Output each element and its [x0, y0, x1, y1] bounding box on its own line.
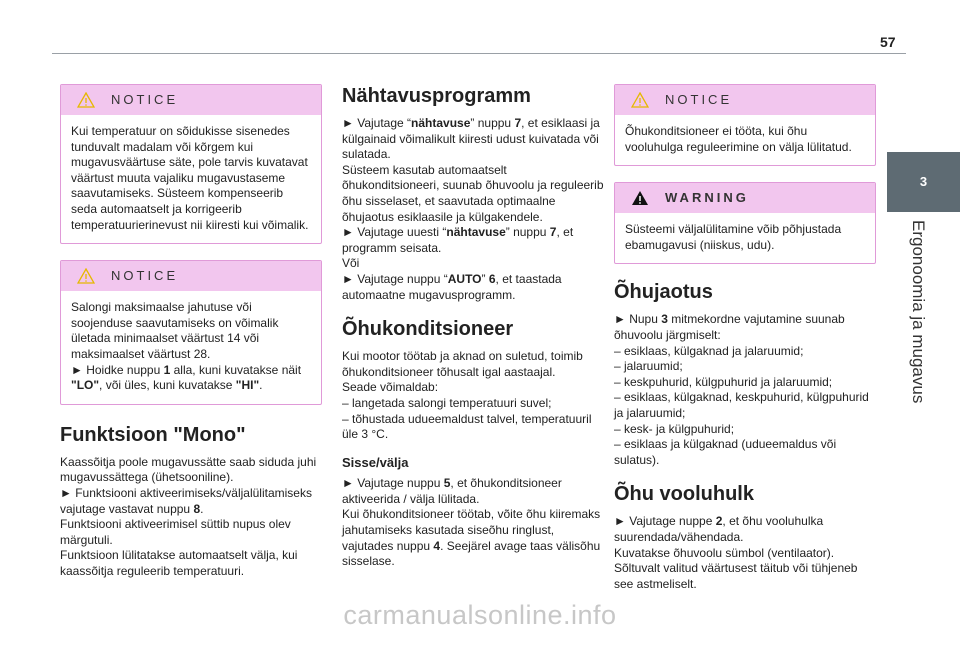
body-text: Süsteem kasutab automaatselt õhukonditsioneeri, suunab õhuvoolu ja reguleerib õhu sisselaset, et saavutada optimaalne õhujaotus esiklaasile ja külgakendele. — [342, 162, 604, 224]
notice-box — [60, 260, 322, 405]
notice-text: Salongi maksimaalse jahutuse või soojenduse saavutamiseks on võimalik ületada minimaalset väärtust 14 või maksimaalset väärtust 28. — [71, 300, 279, 361]
notice-label: NOTICE — [665, 92, 733, 108]
body-text: Või — [342, 256, 360, 271]
header-rule — [52, 53, 906, 54]
body-text: Kui õhukonditsioneer töötab, võite õhu kiiremaks jahutamiseks kasutada siseõhu ringlust, vajutades nuppu 4. Seejärel avage taas välisõhu sisselase. — [342, 507, 601, 569]
list-item: – esiklaas ja külgaknad (udueemaldus või sulatus). — [614, 437, 837, 467]
notice-label: NOTICE — [111, 92, 179, 108]
subsection-heading: Sisse/välja — [342, 454, 409, 470]
notice-header — [615, 85, 875, 115]
section-heading: Funktsioon "Mono" — [60, 423, 246, 446]
body-text: ► Vajutage nuppe 2, et õhu vooluhulka suurendada/vähendada. — [614, 514, 824, 544]
notice-header — [61, 261, 321, 291]
notice-text: ► Hoidke nuppu 1 alla, kuni kuvatakse näit "LO", või üles, kuni kuvatakse "HI". — [71, 362, 302, 393]
section-heading: Õhujaotus — [614, 281, 713, 304]
warning-icon — [631, 190, 649, 206]
section-heading: Nähtavusprogramm — [342, 85, 531, 107]
notice-box — [614, 84, 876, 166]
list-item: – jalaruumid; — [614, 359, 683, 374]
section-heading: Õhukonditsioneer — [342, 318, 514, 341]
body-text: ► Vajutage nuppu “AUTO” 6, et taastada automaatne mugavusprogramm. — [342, 271, 562, 302]
body-text: – langetada salongi temperatuuri suvel; — [342, 395, 552, 410]
body-text: ► Nupu 3 mitmekordne vajutamine suunab õhuvoolu järgmiselt: — [614, 312, 845, 342]
column-2 — [342, 84, 604, 570]
warning-box — [614, 182, 876, 264]
body-text: Sõltuvalt valitud väärtusest täitub või tühjeneb see astmeliselt. — [614, 561, 858, 591]
notice-label: NOTICE — [111, 268, 179, 284]
notice-box — [60, 84, 322, 244]
body-text: Funktsiooni aktiveerimisel süttib nupus olev märgutuli. — [60, 517, 291, 547]
notice-icon — [77, 92, 95, 108]
watermark: carmanualsonline.info — [343, 600, 617, 630]
section-title: Ergonoomia ja mugavus — [909, 220, 928, 404]
warning-header — [615, 183, 875, 213]
body-text: ► Vajutage “nähtavuse” nuppu 7, et esiklaasi ja külgainaid võimalikult kiiresti udust kuivatada või sulatada. — [342, 116, 600, 162]
list-item: – kesk- ja külgpuhurid; — [614, 421, 735, 436]
notice-header — [61, 85, 321, 115]
list-item: – esiklaas, külgaknad, keskpuhurid, külgpuhurid ja jalaruumid; — [614, 390, 869, 420]
notice-text: Kui temperatuur on sõidukisse sisenedes tunduvalt madalam või kõrgem kui mugavusväärtuse säte, pole tarvis kuvatavat väärtust muuta vajaliku mugavustaseme saavutamiseks. Süsteem kompenseerib seda automaatselt ja korrigeerib temperatuurierinevust nii kiiresti kui võimalik. — [71, 124, 309, 232]
body-text: Kaassõitja poole mugavussätte saab siduda juhi mugavussättega (ühetsooniline). — [60, 454, 317, 485]
body-text: ► Vajutage nuppu 5, et õhukonditsioneer aktiveerida / välja lülitada. — [342, 476, 562, 506]
notice-text: Õhukonditsioneer ei tööta, kui õhu vooluhulga reguleerimine on välja lülitatud. — [625, 124, 852, 154]
body-text: ► Funktsiooni aktiveerimiseks/väljalülitamiseks vajutage vastavat nuppu 8. — [60, 485, 312, 516]
body-text: ► Vajutage uuesti “nähtavuse” nuppu 7, et programm seisata. — [342, 225, 574, 255]
section-heading: Õhu vooluhulk — [614, 483, 754, 506]
list-item: – esiklaas, külgaknad ja jalaruumid; — [614, 343, 804, 358]
warning-text: Süsteemi väljalülitamine võib põhjustada ebamugavusi (niiskus, udu). — [625, 222, 842, 252]
list-item: – keskpuhurid, külgpuhurid ja jalaruumid; — [614, 374, 833, 389]
column-1 — [60, 84, 322, 579]
body-text: Kuvatakse õhuvoolu sümbol (ventilaator). — [614, 545, 835, 560]
notice-icon — [77, 268, 95, 284]
body-text: – tõhustada udueemaldust talvel, temperatuuril üle 3 °C. — [342, 411, 592, 442]
body-text: Funktsioon lülitatakse automaatselt välja, kui kaassõitja reguleerib temperatuuri. — [60, 548, 298, 578]
chapter-tab: 3 — [887, 152, 960, 212]
warning-label: WARNING — [665, 190, 749, 206]
notice-icon — [631, 92, 649, 108]
body-text: Seade võimaldab: — [342, 380, 439, 395]
body-text: Kui mootor töötab ja aknad on suletud, toimib õhukonditsioneer tõhusalt igal aastaajal. — [342, 349, 583, 379]
column-3 — [614, 84, 876, 592]
page-number: 57 — [880, 34, 896, 50]
